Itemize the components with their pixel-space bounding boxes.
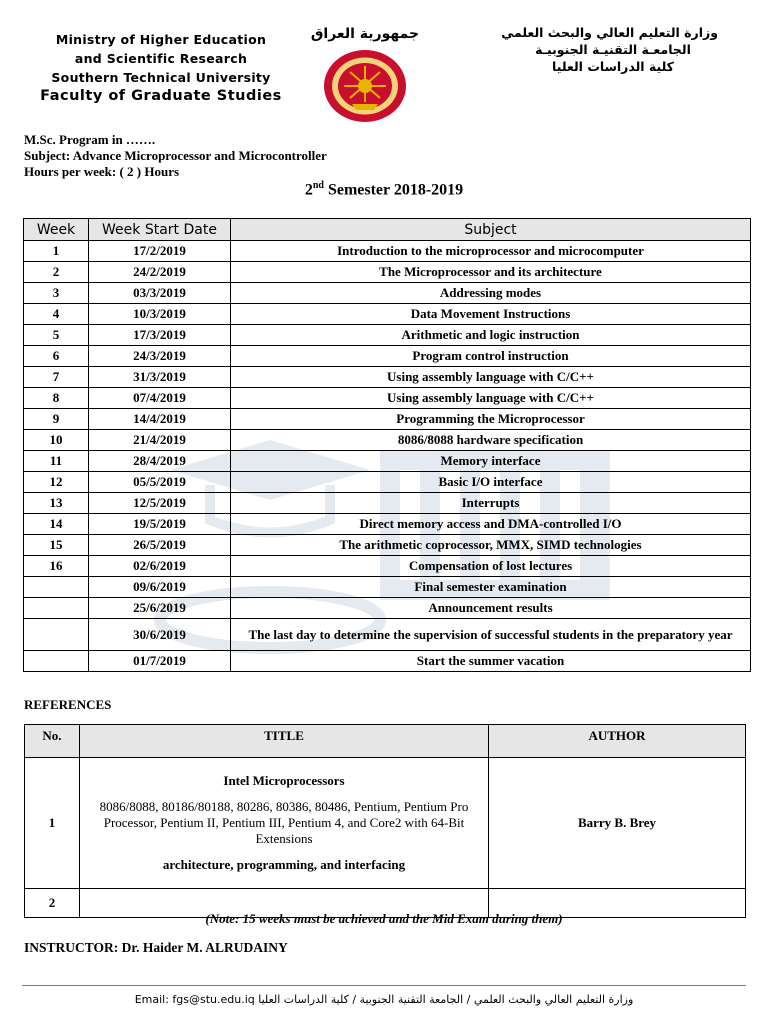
faculty-line-arabic: كلية الدراسات العليا bbox=[552, 59, 674, 74]
date-cell: 28/4/2019 bbox=[89, 451, 231, 472]
semester-label: Semester 2018-2019 bbox=[323, 181, 464, 199]
table-row bbox=[24, 619, 751, 651]
date-cell: 24/3/2019 bbox=[89, 346, 231, 367]
week-cell: 11 bbox=[24, 451, 89, 472]
table-row bbox=[24, 514, 751, 535]
date-cell: 24/2/2019 bbox=[89, 262, 231, 283]
week-cell: 13 bbox=[24, 493, 89, 514]
table-row bbox=[24, 556, 751, 577]
date-cell: 21/4/2019 bbox=[89, 430, 231, 451]
table-row bbox=[24, 472, 751, 493]
week-cell bbox=[24, 577, 89, 598]
table-row bbox=[24, 493, 751, 514]
university-line-arabic: الجامعـة التقنيـة الجنوبيـة bbox=[535, 42, 691, 57]
week-cell bbox=[24, 598, 89, 619]
week-cell: 3 bbox=[24, 283, 89, 304]
table-row bbox=[24, 262, 751, 283]
ministry-line-arabic: وزارة التعليم العالي والبحث العلمي bbox=[501, 25, 718, 40]
week-cell: 14 bbox=[24, 514, 89, 535]
semester-title bbox=[0, 180, 768, 199]
table-row bbox=[24, 346, 751, 367]
page-footer bbox=[0, 993, 768, 1006]
reference-title-main: Intel Microprocessors bbox=[223, 773, 345, 788]
subject-cell: Program control instruction bbox=[231, 346, 751, 367]
program-line: M.Sc. Program in ……. bbox=[24, 132, 156, 147]
date-cell: 01/7/2019 bbox=[89, 651, 231, 672]
republic-of-iraq-title: جمهورية العراق bbox=[310, 26, 420, 42]
subject-cell: Arithmetic and logic instruction bbox=[231, 325, 751, 346]
table-row bbox=[24, 325, 751, 346]
instructor-name: INSTRUCTOR: Dr. Haider M. ALRUDAINY bbox=[24, 940, 288, 955]
date-cell: 31/3/2019 bbox=[89, 367, 231, 388]
date-cell: 07/4/2019 bbox=[89, 388, 231, 409]
subject-cell: Addressing modes bbox=[231, 283, 751, 304]
table-row bbox=[24, 283, 751, 304]
table-row bbox=[24, 430, 751, 451]
table-row bbox=[24, 367, 751, 388]
table-row bbox=[24, 241, 751, 262]
subject-cell: The last day to determine the supervision of successful students in the preparatory year bbox=[231, 619, 751, 651]
subject-cell: 8086/8088 hardware specification bbox=[231, 430, 751, 451]
subject-cell: Interrupts bbox=[231, 493, 751, 514]
subject-cell: Announcement results bbox=[231, 598, 751, 619]
week-cell: 9 bbox=[24, 409, 89, 430]
date-cell: 17/3/2019 bbox=[89, 325, 231, 346]
university-seal-block bbox=[298, 26, 432, 129]
date-cell: 12/5/2019 bbox=[89, 493, 231, 514]
start-date-column-header: Week Start Date bbox=[89, 219, 231, 241]
week-cell: 10 bbox=[24, 430, 89, 451]
subject-cell: Data Movement Instructions bbox=[231, 304, 751, 325]
week-cell: 16 bbox=[24, 556, 89, 577]
subject-cell: Programming the Microprocessor bbox=[231, 409, 751, 430]
week-cell: 6 bbox=[24, 346, 89, 367]
reference-title-detail: 8086/8088, 80186/80188, 80286, 80386, 80486, Pentium, Pentium Pro Processor, Pentium II, Pentium III, Pentium 4, and Core2 with 64-Bit Extensions bbox=[99, 799, 469, 846]
university-seal-logo bbox=[322, 48, 408, 124]
table-row bbox=[24, 304, 751, 325]
table-row bbox=[24, 451, 751, 472]
table-row bbox=[24, 409, 751, 430]
reference-title-cell bbox=[80, 758, 489, 889]
ministry-line: Ministry of Higher Education bbox=[55, 32, 267, 47]
date-cell: 02/6/2019 bbox=[89, 556, 231, 577]
subject-cell: Using assembly language with C/C++ bbox=[231, 367, 751, 388]
date-cell: 17/2/2019 bbox=[89, 241, 231, 262]
date-cell: 09/6/2019 bbox=[89, 577, 231, 598]
weekly-schedule-table bbox=[23, 218, 751, 672]
exam-note: (Note: 15 weeks must be achieved and the Mid Exam during them) bbox=[205, 911, 563, 926]
schedule-header-row bbox=[24, 219, 751, 241]
date-cell: 19/5/2019 bbox=[89, 514, 231, 535]
subject-cell: Direct memory access and DMA-controlled I/O bbox=[231, 514, 751, 535]
university-name-arabic bbox=[501, 24, 718, 75]
date-cell: 26/5/2019 bbox=[89, 535, 231, 556]
table-row bbox=[24, 388, 751, 409]
hours-line: Hours per week: ( 2 ) Hours bbox=[24, 164, 180, 179]
week-cell: 12 bbox=[24, 472, 89, 493]
date-cell: 05/5/2019 bbox=[89, 472, 231, 493]
author-column-header: AUTHOR bbox=[489, 725, 746, 758]
subject-cell: Memory interface bbox=[231, 451, 751, 472]
reference-author: Barry B. Brey bbox=[489, 758, 746, 889]
table-row bbox=[24, 598, 751, 619]
subject-cell: Compensation of lost lectures bbox=[231, 556, 751, 577]
table-row bbox=[24, 651, 751, 672]
week-cell: 1 bbox=[24, 241, 89, 262]
subject-cell: Final semester examination bbox=[231, 577, 751, 598]
week-cell bbox=[24, 651, 89, 672]
references-table bbox=[24, 724, 746, 918]
footer-email: Email: fgs@stu.edu.iq bbox=[134, 993, 255, 1006]
research-line: and Scientific Research bbox=[74, 51, 248, 66]
date-cell: 03/3/2019 bbox=[89, 283, 231, 304]
subject-cell: The arithmetic coprocessor, MMX, SIMD technologies bbox=[231, 535, 751, 556]
date-cell: 10/3/2019 bbox=[89, 304, 231, 325]
reference-number: 2 bbox=[25, 889, 80, 918]
week-cell: 15 bbox=[24, 535, 89, 556]
date-cell: 30/6/2019 bbox=[89, 619, 231, 651]
semester-ordinal: nd bbox=[312, 180, 324, 191]
week-cell: 4 bbox=[24, 304, 89, 325]
no-column-header: No. bbox=[25, 725, 80, 758]
reference-title-sub: architecture, programming, and interfacing bbox=[162, 857, 406, 872]
week-column-header: Week bbox=[24, 219, 89, 241]
table-row bbox=[24, 535, 751, 556]
date-cell: 25/6/2019 bbox=[89, 598, 231, 619]
subject-cell: Basic I/O interface bbox=[231, 472, 751, 493]
date-cell: 14/4/2019 bbox=[89, 409, 231, 430]
references-heading: REFERENCES bbox=[24, 697, 112, 712]
semester-number: 2 bbox=[304, 181, 313, 199]
subject-cell: Start the summer vacation bbox=[231, 651, 751, 672]
subject-cell: The Microprocessor and its architecture bbox=[231, 262, 751, 283]
week-cell: 2 bbox=[24, 262, 89, 283]
course-info bbox=[24, 132, 327, 180]
subject-line: Subject: Advance Microprocessor and Microcontroller bbox=[24, 148, 327, 163]
faculty-line: Faculty of Graduate Studies bbox=[40, 88, 282, 104]
reference-row bbox=[25, 758, 746, 889]
title-column-header: TITLE bbox=[80, 725, 489, 758]
subject-column-header: Subject bbox=[231, 219, 751, 241]
university-line: Southern Technical University bbox=[51, 70, 271, 85]
week-cell: 7 bbox=[24, 367, 89, 388]
references-header-row bbox=[25, 725, 746, 758]
university-name-english bbox=[38, 30, 284, 106]
footer-divider bbox=[22, 985, 746, 986]
subject-cell: Introduction to the microprocessor and microcomputer bbox=[231, 241, 751, 262]
subject-cell: Using assembly language with C/C++ bbox=[231, 388, 751, 409]
footer-arabic-text: وزارة التعليم العالي والبحث العلمي / الجامعة التقنية الجنوبية / كلية الدراسات العليا bbox=[258, 993, 634, 1006]
week-cell: 5 bbox=[24, 325, 89, 346]
week-cell bbox=[24, 619, 89, 651]
week-cell: 8 bbox=[24, 388, 89, 409]
reference-number: 1 bbox=[25, 758, 80, 889]
table-row bbox=[24, 577, 751, 598]
